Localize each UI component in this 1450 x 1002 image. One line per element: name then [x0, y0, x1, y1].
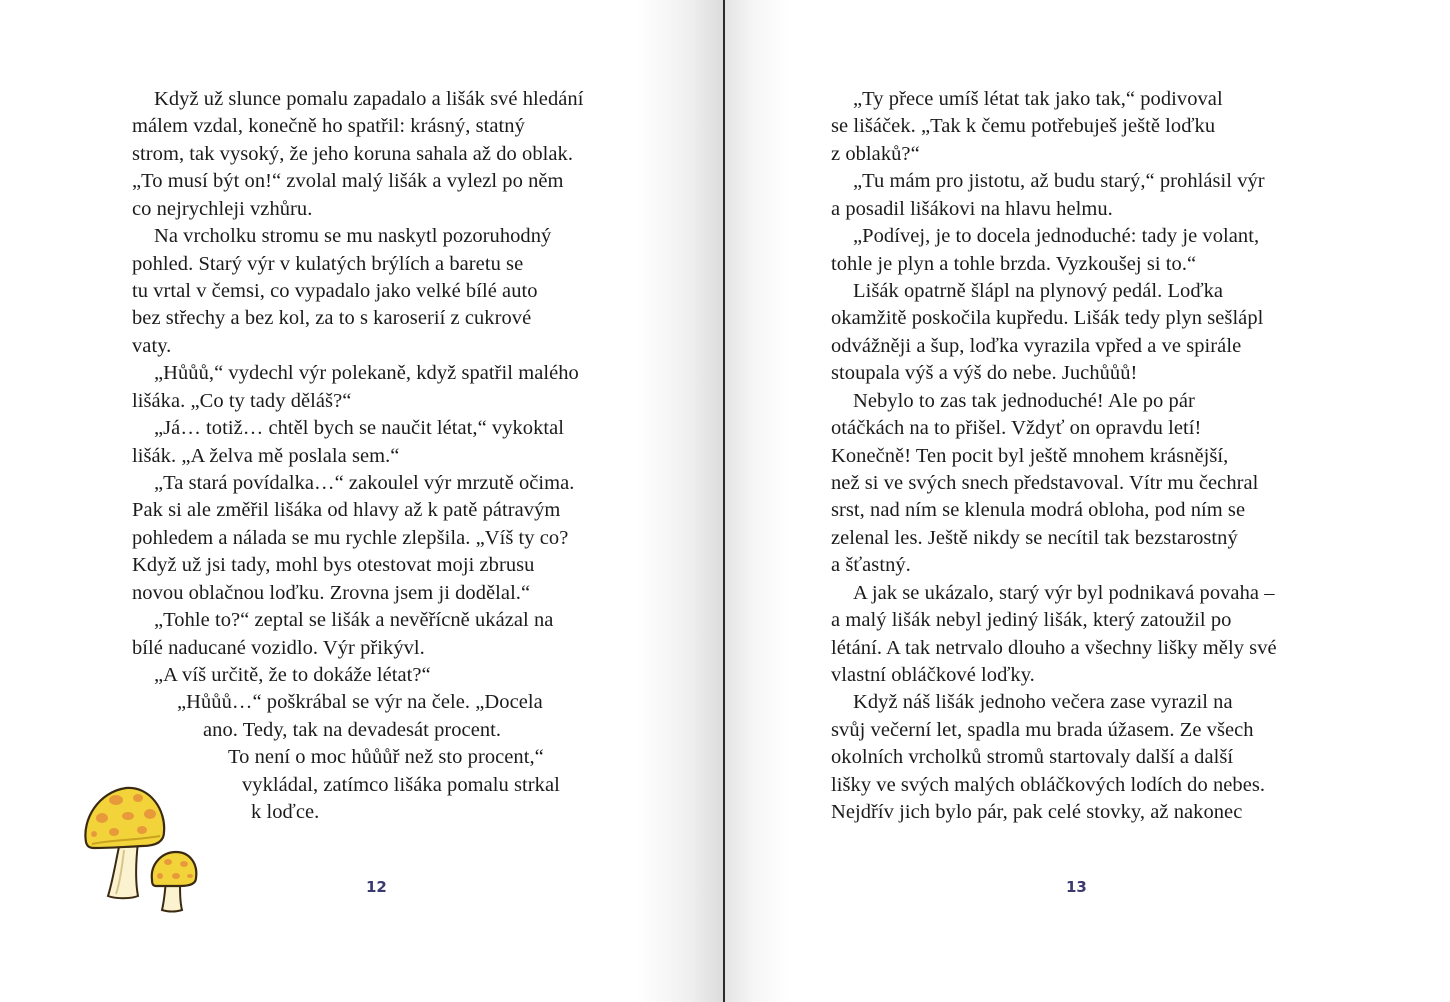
right-line-24: svůj večerní let, spadla mu brada úžasem. Ze všech	[831, 719, 1254, 741]
left-line-6: Na vrcholku stromu se mu naskytl pozoruhodný	[154, 225, 552, 247]
left-line-26: vykládal, zatímco lišáka pomalu strkal	[242, 774, 560, 796]
right-line-13: otáčkách na to přišel. Vždyť on opravdu letí!	[831, 417, 1202, 439]
right-line-18: a šťastný.	[831, 554, 911, 576]
left-line-17: pohledem a nálada se mu rychle zlepšila. „Víš ty co?	[132, 527, 569, 549]
right-line-27: Nejdřív jich bylo pár, pak celé stovky, až nakonec	[831, 801, 1243, 823]
right-line-2: se lišáček. „Tak k čemu potřebuješ ještě loďku	[831, 115, 1216, 137]
left-line-27: k loďce.	[251, 801, 320, 823]
page-number-right: 13	[1066, 878, 1087, 896]
left-line-25: To není o moc hůůůř než sto procent,“	[228, 746, 544, 768]
left-line-24: ano. Tedy, tak na devadesát procent.	[203, 719, 502, 741]
left-line-3: strom, tak vysoký, že jeho koruna sahala až do oblak.	[132, 143, 573, 165]
right-line-16: srst, nad ním se klenula modrá obloha, pod ním se	[831, 499, 1246, 521]
right-line-6: „Podívej, je to docela jednoduché: tady je volant,	[853, 225, 1260, 247]
right-line-26: lišky ve svých malých obláčkových lodích do nebes.	[831, 774, 1266, 796]
right-line-1: „Ty přece umíš létat tak jako tak,“ podivoval	[853, 88, 1223, 110]
left-line-7: pohled. Starý výr v kulatých brýlích a baretu se	[132, 253, 524, 275]
left-line-2: málem vzdal, konečně ho spatřil: krásný, statný	[132, 115, 525, 137]
left-line-13: „Já… totiž… chtěl bych se naučit létat,“ vykoktal	[154, 417, 565, 439]
left-line-20: „Tohle to?“ zeptal se lišák a nevěřícně ukázal na	[154, 609, 554, 631]
left-line-21: bílé naducané vozidlo. Výr přikývl.	[132, 637, 425, 659]
right-line-19: A jak se ukázalo, starý výr byl podnikavá povaha –	[853, 582, 1275, 604]
right-line-7: tohle je plyn a tohle brzda. Vyzkoušej si to.“	[831, 253, 1197, 275]
page-number-left: 12	[366, 878, 387, 896]
left-line-11: „Hůůů,“ vydechl výr polekaně, když spatřil malého	[154, 362, 579, 384]
right-line-10: odvážněji a šup, loďka vyrazila vpřed a ve spirále	[831, 335, 1242, 357]
right-line-17: zelenal les. Ještě nikdy se necítil tak bezstarostný	[831, 527, 1238, 549]
left-line-12: lišáka. „Co ty tady děláš?“	[132, 390, 352, 412]
right-line-11: stoupala výš a výš do nebe. Juchůůů!	[831, 362, 1138, 384]
right-line-12: Nebylo to zas tak jednoduché! Ale po pár	[853, 390, 1195, 412]
left-line-14: lišák. „A želva mě poslala sem.“	[132, 445, 400, 467]
right-line-22: vlastní obláčkové loďky.	[831, 664, 1035, 686]
right-page	[725, 0, 1450, 1002]
right-line-4: „Tu mám pro jistotu, až budu starý,“ prohlásil výr	[853, 170, 1265, 192]
right-line-3: z oblaků?“	[831, 143, 920, 165]
right-line-14: Konečně! Ten pocit byl ještě mnohem krásnější,	[831, 445, 1229, 467]
right-line-9: okamžitě poskočila kupředu. Lišák tedy plyn sešlápl	[831, 307, 1264, 329]
right-line-23: Když náš lišák jednoho večera zase vyrazil na	[853, 691, 1233, 713]
left-line-22: „A víš určitě, že to dokáže létat?“	[154, 664, 431, 686]
left-line-16: Pak si ale změřil lišáka od hlavy až k patě pátravým	[132, 499, 561, 521]
left-line-4: „To musí být on!“ zvolal malý lišák a vylezl po něm	[132, 170, 564, 192]
right-line-5: a posadil lišákovi na hlavu helmu.	[831, 198, 1113, 220]
left-line-18: Když už jsi tady, mohl bys otestovat moji zbrusu	[132, 554, 535, 576]
right-line-21: létání. A tak netrvalo dlouho a všechny lišky měly své	[831, 637, 1277, 659]
left-line-9: bez střechy a bez kol, za to s karoserií z cukrové	[132, 307, 532, 329]
left-line-23: „Hůůů…“ poškrábal se výr na čele. „Docela	[177, 691, 543, 713]
right-line-15: než si ve svých snech představoval. Vítr mu čechral	[831, 472, 1259, 494]
left-page	[0, 0, 724, 1002]
left-line-19: novou oblačnou loďku. Zrovna jsem ji dodělal.“	[132, 582, 531, 604]
mushroom-illustration	[80, 780, 205, 915]
right-line-20: a malý lišák nebyl jediný lišák, který zatoužil po	[831, 609, 1232, 631]
right-line-25: okolních vrcholků stromů startovaly další a další	[831, 746, 1234, 768]
left-line-5: co nejrychleji vzhůru.	[132, 198, 313, 220]
left-line-8: tu vrtal v čemsi, co vypadalo jako velké bílé auto	[132, 280, 538, 302]
left-line-15: „Ta stará povídalka…“ zakoulel výr mrzutě očima.	[154, 472, 575, 494]
left-line-10: vaty.	[132, 335, 172, 357]
left-line-1: Když už slunce pomalu zapadalo a lišák své hledání	[154, 88, 584, 110]
right-line-8: Lišák opatrně šlápl na plynový pedál. Loďka	[853, 280, 1224, 302]
